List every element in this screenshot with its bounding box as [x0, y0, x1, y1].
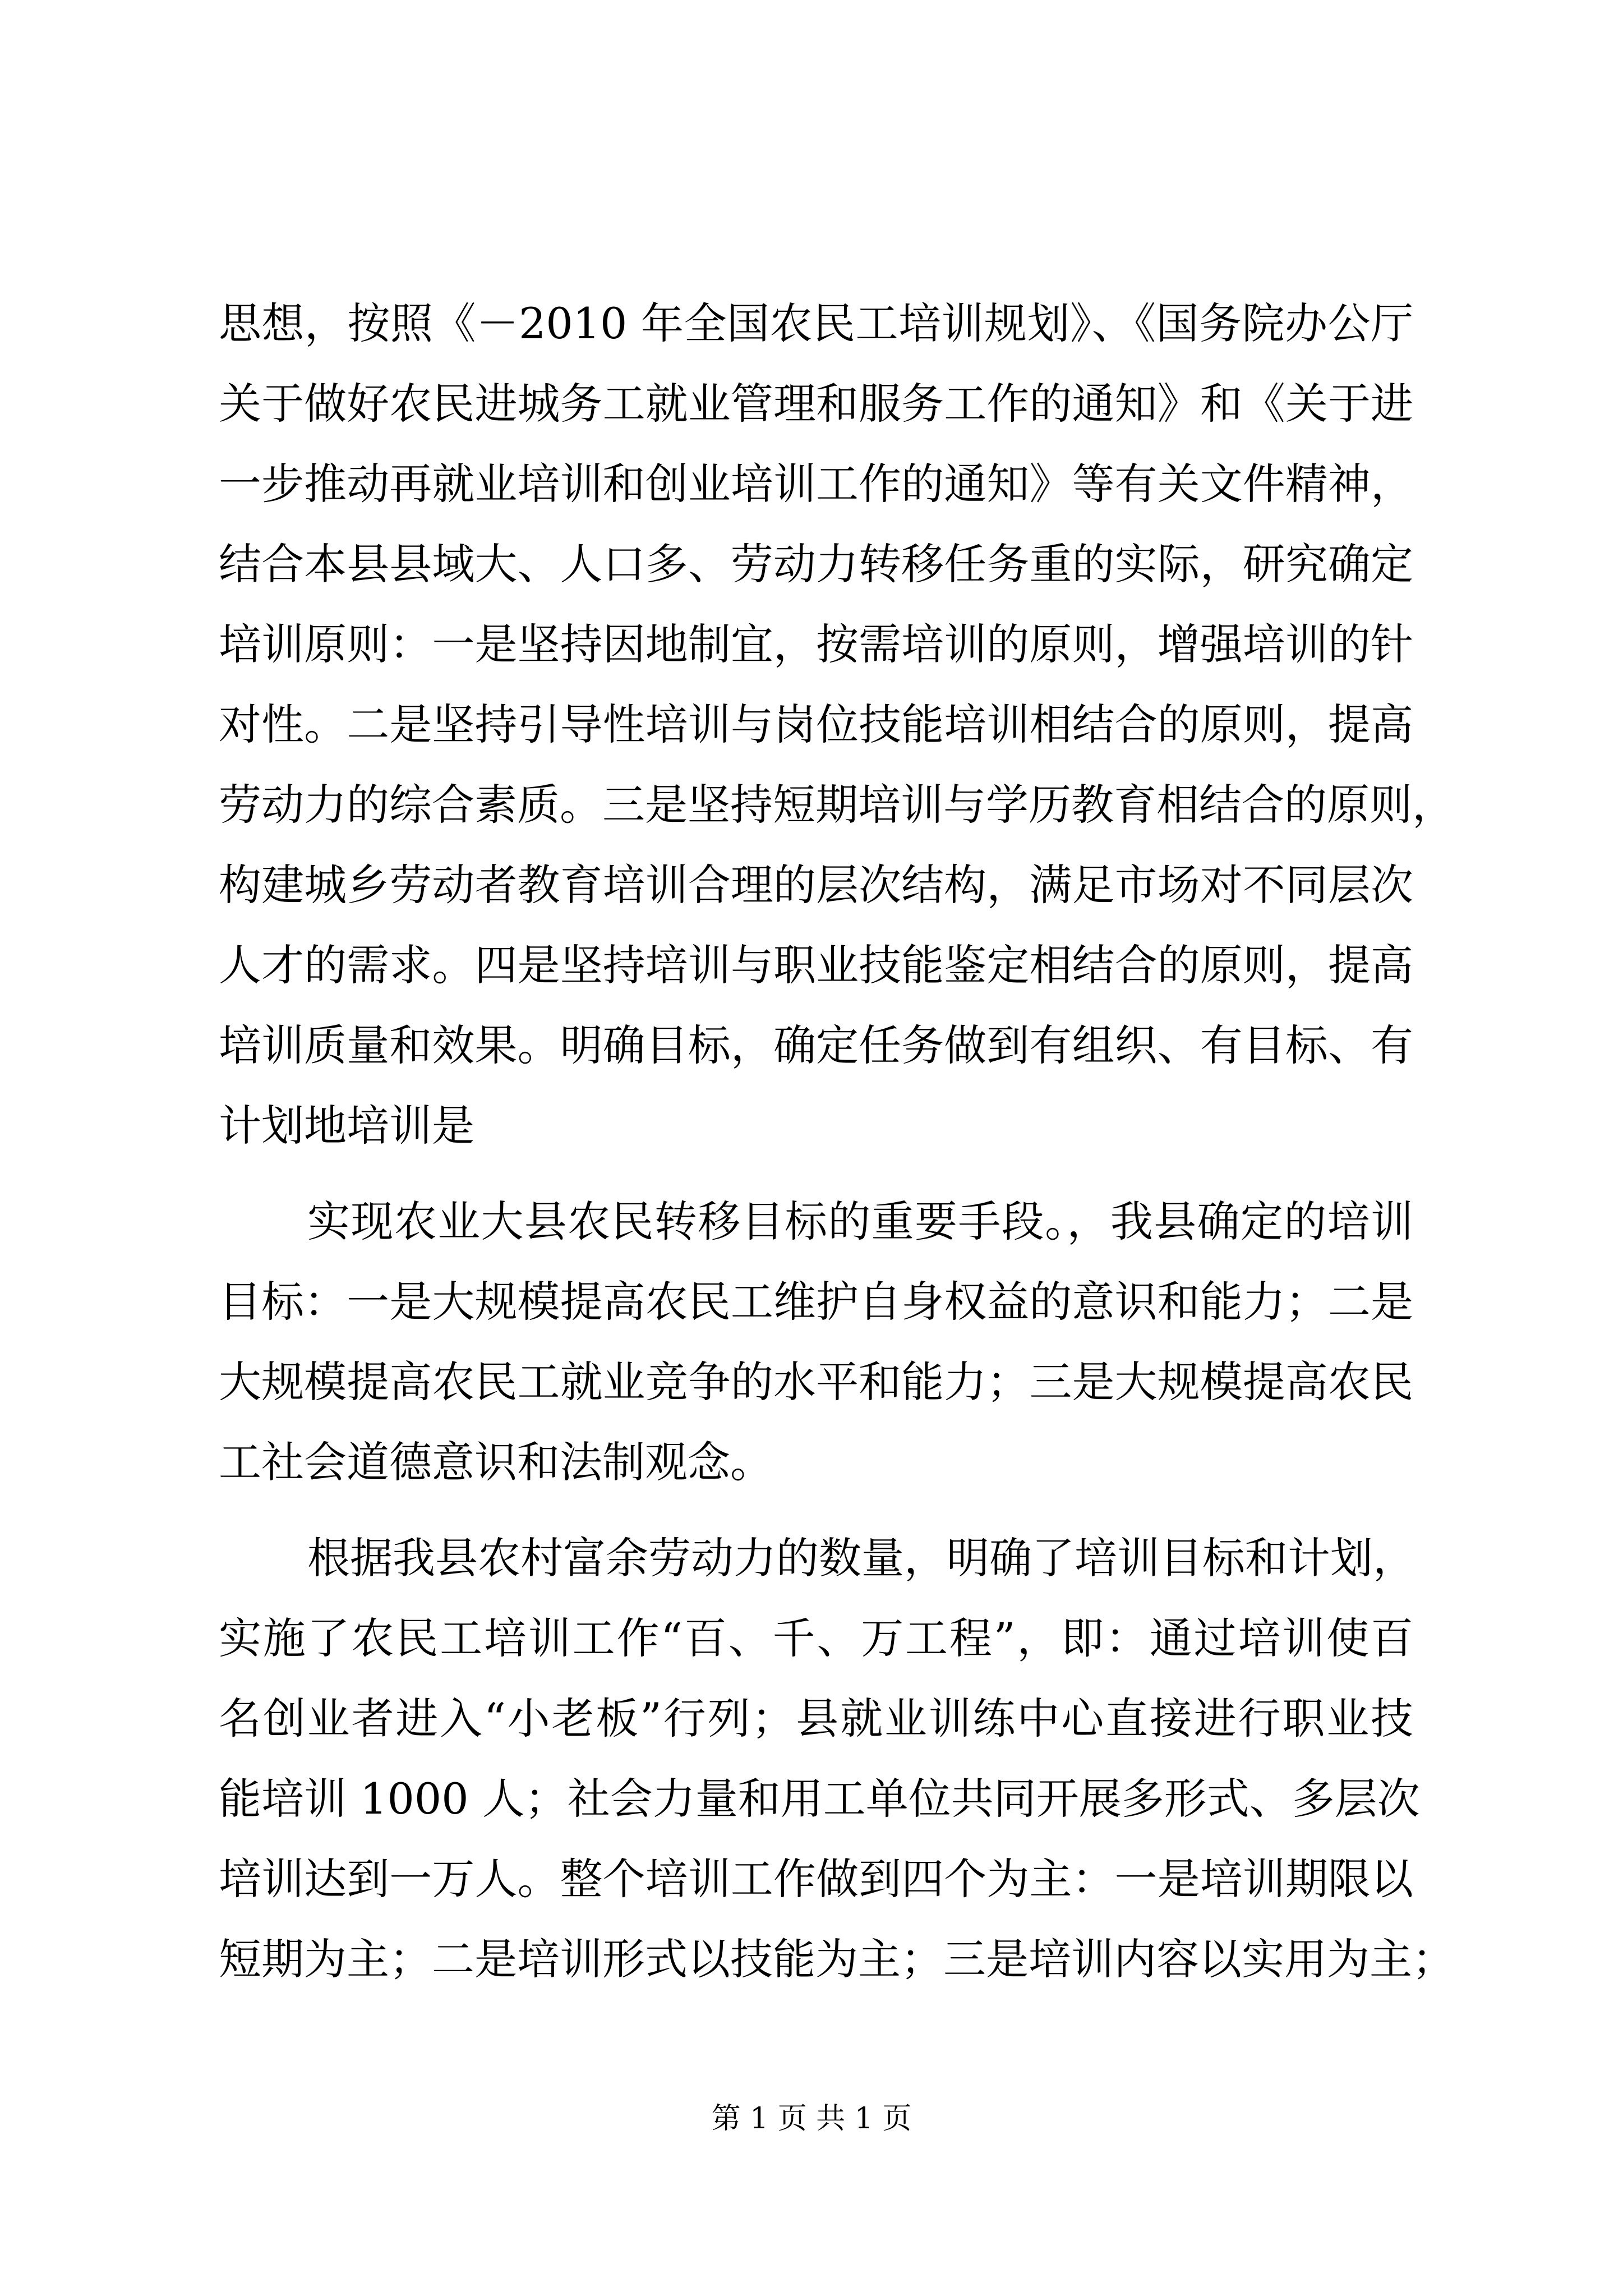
- text-line: 名创业者进入“小老板”行列；县就业训练中心直接进行职业技: [219, 1694, 1413, 1743]
- page-footer: 第 1 页 共 1 页: [711, 2102, 912, 2136]
- text-line: 短期为主；二是培训形式以技能为主；三是培训内容以实用为主；: [219, 1934, 1455, 1984]
- paragraph-1: [219, 283, 1455, 1166]
- text-line: 劳动力的综合素质。三是坚持短期培训与学历教育相结合的原则，: [219, 780, 1455, 830]
- paragraph-2: [219, 1181, 1413, 1502]
- text-line: 计划地培训是: [219, 1101, 474, 1151]
- text-line: 关于做好农民进城务工就业管理和服务工作的通知》和《关于进: [219, 379, 1413, 429]
- text-line: 培训达到一万人。整个培训工作做到四个为主：一是培训期限以: [219, 1854, 1413, 1904]
- text-line: 工社会道德意识和法制观念。: [219, 1437, 773, 1487]
- text-line: 对性。二是坚持引导性培训与岗位技能培训相结合的原则，提高: [219, 700, 1413, 749]
- text-line: 构建城乡劳动者教育培训合理的层次结构，满足市场对不同层次: [219, 860, 1413, 910]
- text-line: 人才的需求。四是坚持培训与职业技能鉴定相结合的原则，提高: [219, 940, 1413, 990]
- text-line: 一步推动再就业培训和创业培训工作的通知》等有关文件精神，: [219, 459, 1413, 509]
- text-line: 实现农业大县农民转移目标的重要手段。，我县确定的培训: [307, 1197, 1413, 1246]
- text-line: 结合本县县域大、人口多、劳动力转移任务重的实际，研究确定: [219, 539, 1413, 589]
- text-line: 能培训 1000 人；社会力量和用工单位共同开展多形式、多层次: [219, 1774, 1420, 1824]
- paragraph-3: [219, 1518, 1455, 1999]
- text-line: 大规模提高农民工就业竞争的水平和能力；三是大规模提高农民: [219, 1357, 1413, 1407]
- text-line: 思想，按照《－2010 年全国农民工培训规划》、《国务院办公厅: [219, 298, 1413, 348]
- text-line: 目标：一是大规模提高农民工维护自身权益的意识和能力；二是: [219, 1277, 1413, 1327]
- text-line: 培训质量和效果。明确目标，确定任务做到有组织、有目标、有: [219, 1020, 1413, 1070]
- document-body: [219, 283, 1455, 1999]
- paragraph-gap: [219, 1166, 1413, 1181]
- text-line: 实施了农民工培训工作“百、千、万工程”，即：通过培训使百: [219, 1613, 1413, 1663]
- text-line: 培训原则：一是坚持因地制宜，按需培训的原则，增强培训的针: [219, 619, 1413, 669]
- paragraph-gap: [219, 1502, 1413, 1518]
- text-line: 根据我县农村富余劳动力的数量，明确了培训目标和计划，: [307, 1533, 1415, 1583]
